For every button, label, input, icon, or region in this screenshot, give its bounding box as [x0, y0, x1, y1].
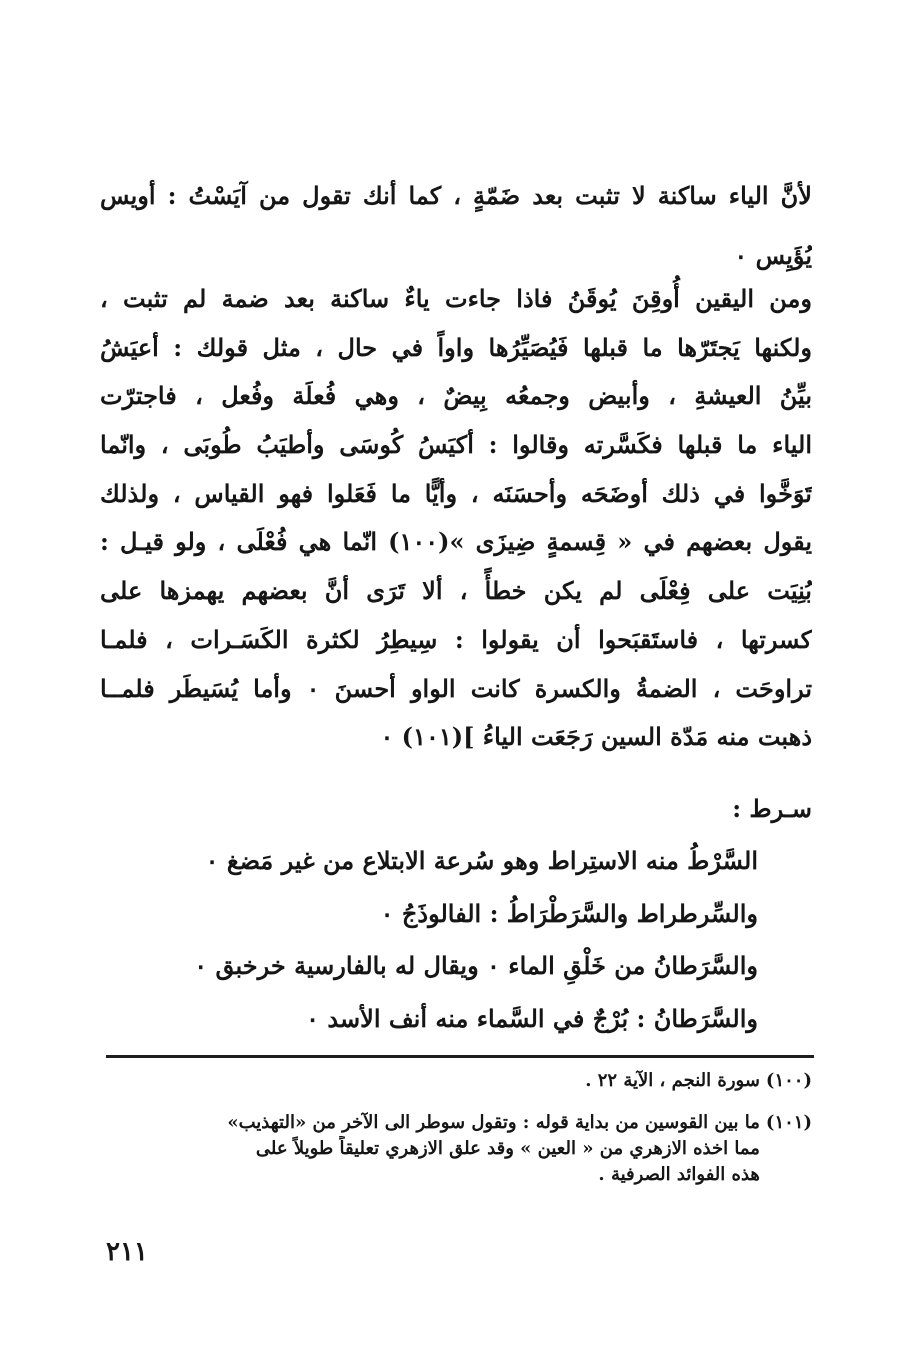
text-line: بيِّنُ العيشةِ ، وأبيض وجمعُه بِيضٌ ، وهي فُعلَة وفُعل ، فاجترّت — [100, 381, 812, 411]
footnote-text — [100, 1068, 760, 1094]
text-line: يُؤَيِس ٠ — [734, 241, 812, 270]
paragraph-continuation — [100, 166, 812, 286]
footnote-100 — [100, 1068, 812, 1094]
text-line: كسرتها ، فاستَقبَحوا أن يقولوا : سِيطِرُ لكثرة الكَسَـرات ، فلمـا — [100, 624, 812, 654]
section-heading: سـرط : — [732, 794, 812, 823]
text-line: بُنِيَت على فِعْلَى لم يكن خطأً ، ألا تَرَى أنَّ بعضهم يهمزها على — [100, 576, 812, 606]
text-line: تراوحَت ، الضمةُ والكسرة كانت الواو أحسنَ ٠ وأما يُسَيطَر فلمــا — [100, 673, 812, 703]
footnote-line: هذه الفوائد الصرفية . — [598, 1164, 760, 1185]
footnote-number: (١٠١) — [765, 1112, 812, 1133]
footnote-number: (١٠٠) — [765, 1070, 812, 1091]
dictionary-entries — [100, 835, 758, 1045]
footnote-divider — [106, 1055, 814, 1058]
text-line: يقول بعضهم في « قِسمةٍ ضِيزَى »(١٠٠) انّما هي فُعْلَى ، ولو قيـل : — [100, 527, 812, 557]
text-line: ولكنها يَجتَرّها ما قبلها فَيُصَيِّرُها واواً في حال ، مثل قولك : أعيَشُ — [100, 332, 812, 362]
entry-line: والسَّرَطانُ من خَلْقِ الماء ٠ ويقال له بالفارسية خرخبق ٠ — [194, 951, 758, 980]
footnote-line: ما بين القوسين من بداية قوله : وتقول سوطر الى الآخر من «التهذيب» — [227, 1112, 760, 1133]
entry-line: والسِّرطراط والسَّرَطْرَاطُ : الفالوذَجُ ٠ — [380, 898, 758, 928]
footnote-line: مما اخذه الازهري من « العين » وقد علق الازهري تعليقاً طويلاً على — [255, 1138, 760, 1159]
footnote-text — [100, 1110, 760, 1188]
text-line: الياء ما قبلها فكَسَّرته وقالوا : أكيَسُ كُوسَى وأطيَبُ طُوبَى ، وانّما — [100, 430, 812, 460]
text-line: ومن اليقين أُوقِنَ يُوقَنُ فاذا جاءت ياءٌ ساكنة بعد ضمة لم تثبت ، — [100, 284, 812, 313]
page-number: ٢١١ — [106, 1237, 148, 1267]
footnotes — [100, 1068, 812, 1188]
text-line: ذهبت منه مَدّة السين رَجَعَت الياءُ ](١٠١) ٠ — [380, 722, 812, 752]
footnote-101 — [100, 1110, 812, 1188]
entry-line: والسَّرَطانُ : بُرْجٌ في السَّماء منه أنف الأسد ٠ — [306, 1003, 758, 1033]
paragraph-main — [100, 275, 812, 762]
text-line: تَوَخَّوا في ذلك أوضَحَه وأحسَنَه ، وأيًّا ما فَعَلوا فهو القياس ، ولذلك — [100, 478, 812, 508]
text-line: لأنَّ الياء ساكنة لا تثبت بعد ضَمّةٍ ، كما أنك تقول من آيَسْتُ : أويس — [100, 181, 812, 210]
entry-line: السَّرْطُ منه الاستِراط وهو سُرعة الابتلاع من غير مَضغ ٠ — [205, 846, 758, 875]
footnote-line: سورة النجم ، الآية ٢٢ . — [585, 1070, 760, 1091]
